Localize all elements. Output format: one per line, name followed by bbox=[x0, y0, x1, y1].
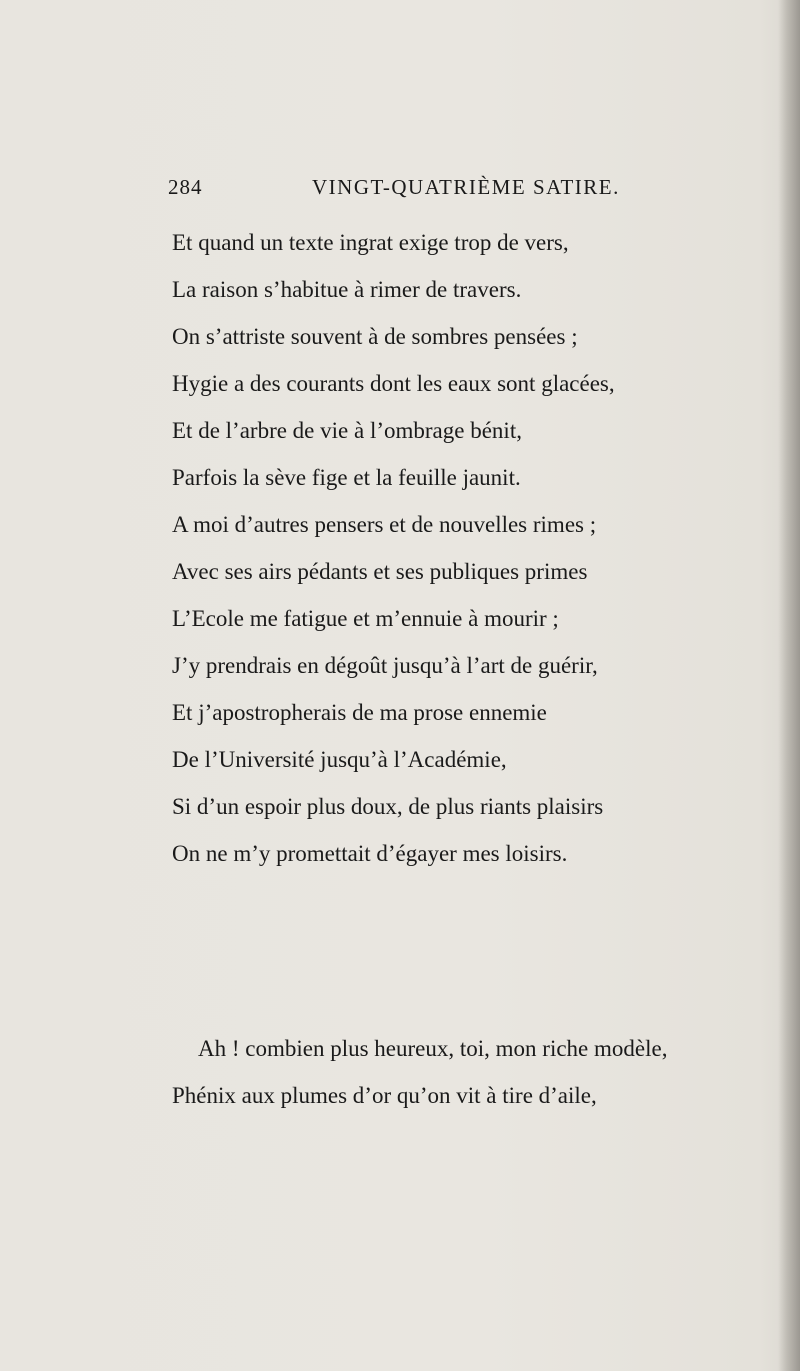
verse-line: L’Ecole me fatigue et m’ennuie à mourir ; bbox=[172, 606, 559, 631]
verse-line: La raison s’habitue à rimer de travers. bbox=[172, 277, 522, 302]
verse-line: Hygie a des courants dont les eaux sont glacées, bbox=[172, 371, 615, 396]
verse-line: Avec ses airs pédants et ses publiques primes bbox=[172, 559, 588, 584]
verse-line: J’y prendrais en dégoût jusqu’à l’art de guérir, bbox=[172, 653, 598, 678]
verse-line: Et j’apostropherais de ma prose ennemie bbox=[172, 700, 547, 725]
page-number: 284 bbox=[168, 175, 203, 199]
verse-line: A moi d’autres pensers et de nouvelles rimes ; bbox=[172, 512, 597, 537]
verse-line: Ah ! combien plus heureux, toi, mon riche modèle, bbox=[198, 1036, 668, 1061]
verse-line: Et quand un texte ingrat exige trop de vers, bbox=[172, 230, 569, 255]
verse-line: On ne m’y promettait d’égayer mes loisirs. bbox=[172, 841, 568, 866]
running-head bbox=[0, 175, 800, 207]
verse-line: Et de l’arbre de vie à l’ombrage bénit, bbox=[172, 418, 522, 443]
running-title: VINGT-QUATRIÈME SATIRE. bbox=[312, 175, 620, 199]
verse-line: Si d’un espoir plus doux, de plus riants plaisirs bbox=[172, 794, 604, 819]
verse-line: De l’Université jusqu’à l’Académie, bbox=[172, 747, 507, 772]
verse-line: Phénix aux plumes d’or qu’on vit à tire d’aile, bbox=[172, 1083, 597, 1108]
verse-line: Parfois la sève fige et la feuille jaunit. bbox=[172, 465, 521, 490]
verse-line: On s’attriste souvent à de sombres pensées ; bbox=[172, 324, 578, 349]
